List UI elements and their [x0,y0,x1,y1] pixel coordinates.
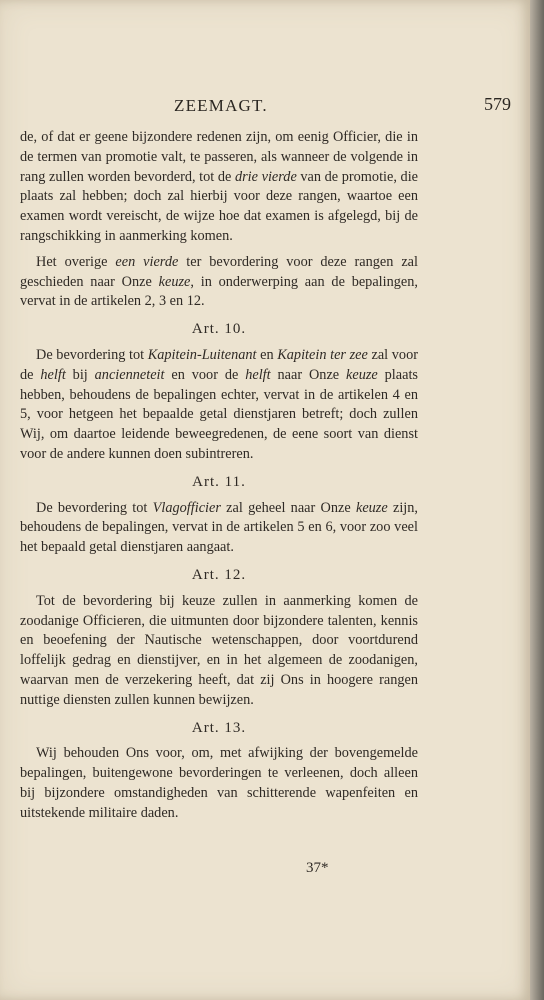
paragraph-2: Het overige een vierde ter bevordering voor deze rangen zal geschieden naar Onze keuze, in onderwerping aan de bepalingen, vervat in de artikelen 2, 3 en 12. [20,253,419,310]
article-13-heading: Art. 13. [191,719,247,736]
page-number: 579 [484,94,511,114]
page-header [0,96,530,126]
paragraph-6: Wij behouden Ons voor, om, met afwijking der bovengemelde bepalingen, buitengewone bevorderingen te verleenen, doch alleen bij bijzondere omstandigheden van schitterende wapenfeiten en uitstekende militaire daden. [20,745,418,821]
article-11-heading: Art. 11. [192,473,246,490]
article-12-heading: Art. 12. [191,566,247,583]
page-edge [530,0,544,1000]
paragraph-3: De bevordering tot Kapitein-Luitenant en Kapitein ter zee zal voor de helft bij ancienneteit en voor de helft naar Onze keuze plaats hebben, behoudens de bepalingen echter, vervat in de artikelen 4 en 5, voor hetgeen het bepaalde getal dienstjaren betreft; doch zullen Wij, om daartoe leidende beweegredenen, de eene soort van dienst voor de andere kunnen doen subintreren. [20,346,418,462]
printer-signature-mark: 37* [306,860,329,876]
running-title: ZEEMAGT. [174,96,268,115]
page-body [20,128,418,830]
article-10-heading: Art. 10. [191,321,247,338]
paragraph-4: De bevordering tot Vlagofficier zal geheel naar Onze keuze zijn, behoudens de bepalingen, vervat in de artikelen 5 en 6, voor zoo veel het bepaald getal dienstjaren aangaat. [20,499,418,556]
paragraph-5: Tot de bevordering bij keuze zullen in aanmerking komen de zoodanige Officieren, die uitmunten door bijzondere talenten, kennis en beoefening der Nautische wetenschappen, door voortdurend loffelijk gedrag en dienstijver, en in het algemeen de zoodanigen, waarvan men de verzekering heeft, dat zij Ons in hoogere rangen nuttige diensten zullen kunnen bewijzen. [20,592,418,708]
paragraph-1: de, of dat er geene bijzondere redenen zijn, om eenig Officier, die in de termen van promotie valt, te passeren, als wanneer de volgende in rang zullen worden bevorderd, tot de drie vierde van de promotie, die plaats zal hebben; doch zal hierbij voor deze rangen, waartoe een examen wordt vereischt, de wijze hoe dat examen is afgelegd, bij de rangschikking in aanmerking komen. [20,129,419,244]
